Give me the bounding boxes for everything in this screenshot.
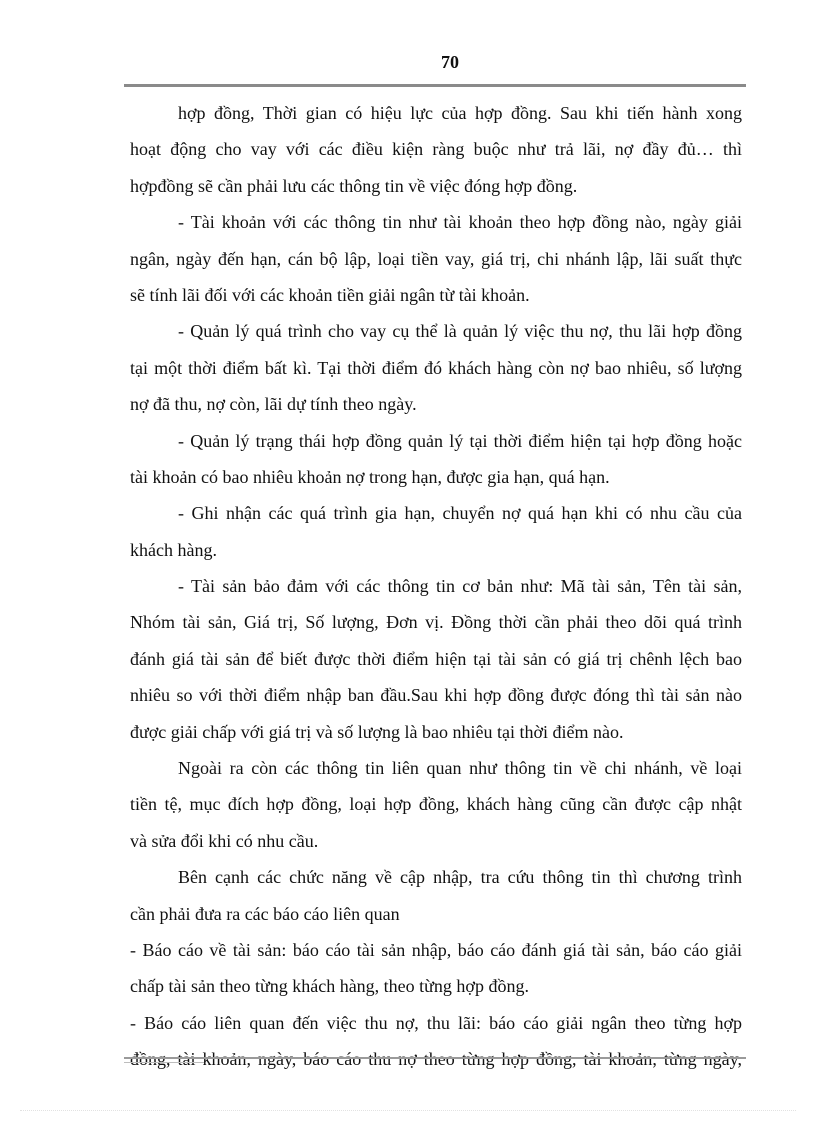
text-line: sẽ tính lãi đối với các khoản tiền giải ngân từ tài khoản. <box>130 284 530 305</box>
text-line: - Quản lý trạng thái hợp đồng quản lý tại thời điểm hiện tại hợp đồng hoặc <box>178 430 742 451</box>
text-line: chấp tài sản theo từng khách hàng, theo từng hợp đồng. <box>130 976 529 997</box>
text-line: khách hàng. <box>130 539 217 560</box>
footer-rule <box>124 1057 746 1059</box>
text-line: - Báo cáo về tài sản: báo cáo tài sản nhập, báo cáo đánh giá tài sản, báo cáo giải <box>130 939 742 960</box>
text-line: hợpđồng sẽ cần phải lưu các thông tin về việc đóng hợp đồng. <box>130 175 578 196</box>
text-line: Ngoài ra còn các thông tin liên quan như thông tin về chi nhánh, về loại <box>178 758 742 779</box>
text-line: tại một thời điểm bất kì. Tại thời điểm đó khách hàng còn nợ bao nhiêu, số lượng <box>130 357 742 378</box>
page-number: 70 <box>441 52 459 72</box>
header-rule <box>124 84 746 87</box>
text-line: đánh giá tài sản để biết được thời điểm hiện tại tài sản có giá trị chênh lệch bao <box>130 648 742 669</box>
text-line: ngân, ngày đến hạn, cán bộ lập, loại tiền vay, giá trị, chi nhánh lập, lãi suất thực <box>130 248 742 269</box>
text-line: - Tài khoản với các thông tin như tài khoản theo hợp đồng nào, ngày giải <box>178 212 742 233</box>
text-line: Nhóm tài sản, Giá trị, Số lượng, Đơn vị. Đồng thời cần phải theo dõi quá trình <box>130 612 742 633</box>
text-line: nhiêu so với thời điểm nhập ban đầu.Sau khi hợp đồng được đóng thì tài sản nào <box>130 685 742 706</box>
text-line: tiền tệ, mục đích hợp đồng, loại hợp đồng, khách hàng cũng cần được cập nhật <box>130 794 742 815</box>
text-line: được giải chấp với giá trị và số lượng là bao nhiêu tại thời điểm nào. <box>130 721 624 742</box>
text-line: Bên cạnh các chức năng về cập nhập, tra cứu thông tin thì chương trình <box>178 867 742 888</box>
footer-rule-short <box>124 1062 204 1063</box>
page-bottom-edge <box>20 1110 796 1111</box>
text-line: hợp đồng, Thời gian có hiệu lực của hợp đồng. Sau khi tiến hành xong <box>178 103 742 123</box>
text-line: - Ghi nhận các quá trình gia hạn, chuyển nợ quá hạn khi có nhu cầu của <box>178 503 742 524</box>
text-line: hoạt động cho vay với các điều kiện ràng buộc như trả lãi, nợ đầy đủ… thì <box>130 139 742 160</box>
text-line: cần phải đưa ra các báo cáo liên quan <box>130 903 400 924</box>
text-line: đồng, tài khoản, ngày, báo cáo thu nợ theo từng hợp đồng, tài khoản, từng ngày, <box>130 1049 742 1070</box>
body-text <box>130 95 742 1078</box>
text-line: nợ đã thu, nợ còn, lãi dự tính theo ngày. <box>130 394 417 415</box>
text-line: tài khoản có bao nhiêu khoản nợ trong hạn, được gia hạn, quá hạn. <box>130 466 610 487</box>
text-line: - Quản lý quá trình cho vay cụ thể là quản lý việc thu nợ, thu lãi hợp đồng <box>178 321 742 342</box>
text-line: - Tài sản bảo đảm với các thông tin cơ bản như: Mã tài sản, Tên tài sản, <box>178 576 742 597</box>
text-line: và sửa đổi khi có nhu cầu. <box>130 830 319 851</box>
text-line: - Báo cáo liên quan đến việc thu nợ, thu lãi: báo cáo giải ngân theo từng hợp <box>130 1012 742 1033</box>
